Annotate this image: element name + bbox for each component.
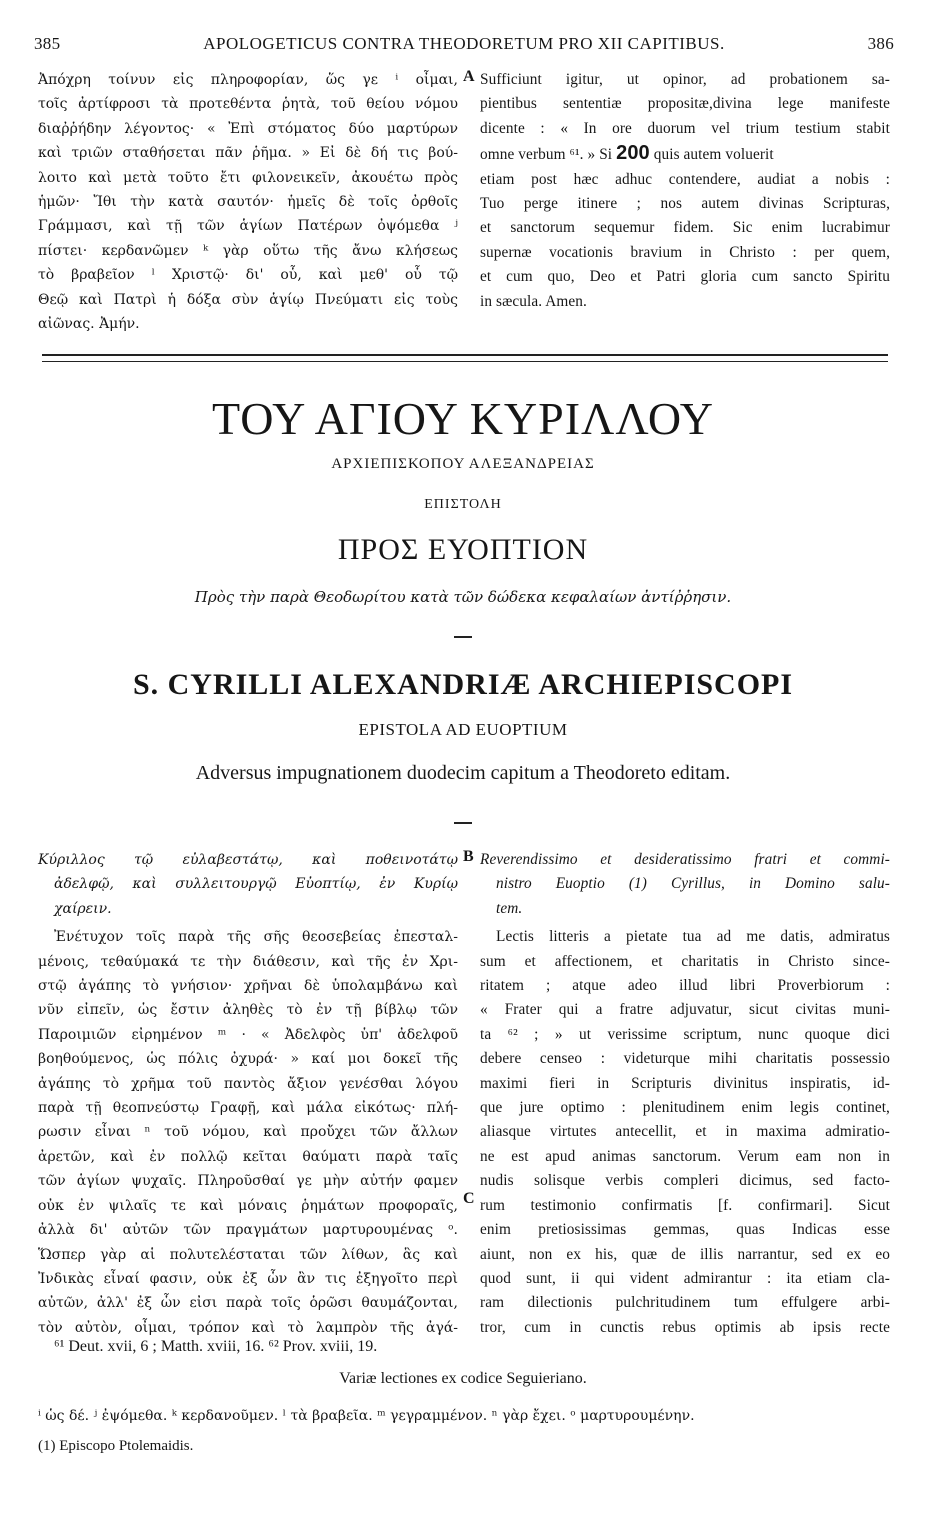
text-line: nudis solisque verbis compleri dicimus, sed facto- — [480, 1172, 890, 1190]
margin-marker-a: A — [463, 68, 475, 85]
text-line: nistro Euoptio (1) Cyrillus, in Domino salu- — [496, 875, 890, 893]
top-greek-column — [38, 68, 458, 336]
latin-footnote: (1) Episcopo Ptolemaidis. — [38, 1438, 194, 1454]
text-line: ram dilectionis pulchritudinem tum effulgere arbi- — [480, 1294, 890, 1312]
text-line: in sæcula. Amen. — [480, 292, 587, 310]
text-line: ρωσιν εἶναι ⁿ τοῦ νόμου, καὶ προὔχει τῶν ἄλλων — [38, 1124, 458, 1141]
latin-salutation — [480, 848, 890, 921]
text-line: etiam post hæc adhuc contendere, audiat a nobis : — [480, 170, 890, 188]
text-fragment: quis autem voluerit — [653, 146, 774, 164]
text-line: παρὰ τῇ θεοπνεύστῳ Γραφῇ, καὶ μάλα εἰκότως· πλή- — [38, 1100, 458, 1117]
lower-greek-column — [38, 848, 458, 1340]
text-line: καὶ τριῶν σταθήσεται πᾶν ῥῆμα. » Εἰ δὲ δή τις βού- — [38, 145, 458, 162]
greek-subtitle-recipient: ΠΡΟΣ ΕΥΟΠΤΙΟΝ — [337, 533, 589, 566]
text-line: οὐκ ἐν ψιλαῖς τε καὶ μόναις ῥημάτων προφοραῖς, — [38, 1197, 458, 1214]
text-line: αὐτῶν, ἀλλ' ἐξ ὧν εἰσι παρὰ τοῖς ὁρῶσι θαυμάζονται, — [38, 1295, 458, 1312]
latin-body — [480, 925, 890, 1340]
text-line: pientibus sententiæ propositæ,divina lege manifeste — [480, 95, 890, 113]
latin-description: Adversus impugnationem duodecim capitum a Theodoreto editam. — [195, 762, 731, 784]
text-line: tem. — [496, 899, 523, 917]
text-line: στῷ ἀγάπης τὸ γνήσιον· χρῆναι δὲ ὑπολαμβάνω καὶ — [38, 978, 458, 995]
margin-marker-c: C — [463, 1190, 475, 1207]
text-line: βοηθούμενος, ὡς πόλις ὀχυρά· » καί μοι δοκεῖ τῆς — [38, 1051, 458, 1068]
text-line: maximi fieri in Scripturis divinitus inspiratis, id- — [480, 1074, 890, 1092]
text-line: debere censeo : videturque mihi charitatis possessio — [480, 1050, 890, 1068]
left-page-number: 385 — [34, 34, 61, 53]
text-line: tror, cum in cunctis rebus optimis ab ipsis recte — [480, 1318, 890, 1336]
running-title: APOLOGETICUS CONTRA THEODORETUM PRO XII CAPITIBUS. — [203, 34, 725, 53]
lower-latin-column — [480, 848, 890, 1340]
text-line: Tuo perge itinere ; nos autem divinas Scripturas, — [480, 195, 890, 213]
greek-body — [38, 925, 458, 1340]
text-line: et sanctorum sequemur fidem. Sic enim lucrabimur — [480, 219, 890, 237]
text-line: διαῤῥήδην λέγοντος· « Ἐπὶ στόματος δύο μαρτύρων — [38, 120, 458, 137]
text-line: νῦν εἰπεῖν, ὡς ἔστιν ἀληθὲς τὸ ἐν τῇ βίβλῳ τῶν — [38, 1002, 458, 1019]
greek-salutation — [38, 848, 458, 921]
text-line: ritatem ; atque adeo illud libri Proverbiorum : — [480, 977, 890, 995]
scripture-footnotes: ⁶¹ Deut. xvii, 6 ; Matth. xviii, 16. ⁶² Prov. xviii, 19. — [54, 1338, 378, 1355]
text-line: rum testimonio confirmatis [f. confirmari]. Sicut — [480, 1196, 890, 1214]
text-line: Ἀπόχρη τοίνυν εἰς πληροφορίαν, ὥς γε ⁱ οἶμαι, — [38, 72, 458, 88]
text-line: aiunt, non ex his, quæ de illis narrantur, sed ex eo — [480, 1245, 890, 1263]
text-fragment: omne verbum ⁶¹. » Si — [480, 146, 613, 164]
short-divider — [454, 822, 472, 824]
text-line: ἀγάπης τὸ χρῆμα τοῦ παντὸς ἄξιον γενέσθαι λόγου — [38, 1075, 458, 1092]
greek-subtitle-epistle: ΕΠΙΣΤΟΛΗ — [424, 497, 502, 512]
right-page-number: 386 — [867, 34, 894, 53]
text-line: dicente : « In ore duorum vel trium testium stabit — [480, 119, 890, 137]
text-line: λοιτο καὶ μετὰ τοῦτο ἔτι φιλονεικεῖν, ἀκουέτω πρὸς — [38, 169, 458, 186]
text-line: πίστει· κερδανῶμεν ᵏ γὰρ οὕτω τῆς ἄνω κλήσεως — [38, 242, 458, 259]
variae-lectiones-heading: Variæ lectiones ex codice Seguieriano. — [339, 1370, 587, 1387]
greek-italic-subtitle: Πρὸς τὴν παρὰ Θεοδωρίτου κατὰ τῶν δώδεκα κεφαλαίων ἀντίῤῥησιν. — [194, 588, 732, 606]
text-line: quod sunt, ii qui vident admirantur : ita etiam cla- — [480, 1269, 890, 1287]
text-line: τοῖς ἀρτίφροσι τὰ προτεθέντα ῥητὰ, τοῦ θείου νόμου — [38, 96, 458, 113]
latin-subtitle: EPISTOLA AD EUOPTIUM — [358, 720, 568, 739]
text-line: que jure optimo : plenitudinem enim legis continet, — [480, 1099, 890, 1117]
text-line: τὸν αὐτὸν, οἶμαι, τρόπον καὶ τὸ λαμπρὸν τῆς ἀγά- — [38, 1319, 458, 1336]
text-line: χαίρειν. — [54, 900, 112, 917]
text-line: ta ⁶² ; » ut verissime scriptum, nunc quoque dici — [480, 1025, 890, 1043]
text-line: αἰῶνας. Ἀμήν. — [38, 316, 140, 333]
text-line: ἀλλὰ δι' αὐτῶν τῶν πραγμάτων μαρτυρουμένας ᵒ. — [38, 1222, 458, 1239]
text-line: « Frater qui a fratre adjuvatur, sicut civitas muni- — [480, 1001, 890, 1019]
text-line: τὸ βραβεῖον ˡ Χριστῷ· δι' οὗ, καὶ μεθ' οὗ τῷ — [38, 267, 458, 284]
text-line: Ὥσπερ γὰρ αἱ πολυτελέσταται τῶν λίθων, ἃς καὶ — [38, 1246, 458, 1263]
column-number: 200 — [616, 142, 650, 165]
text-line: sum et affectionem, et charitatis in Christo since- — [480, 952, 890, 970]
text-line: Ἰνδικὰς εἶναί φασιν, οὐκ ἐξ ὧν ἂν τις ἐξηγοῖτο περὶ — [38, 1270, 458, 1287]
text-line: Ἐνέτυχον τοῖς παρὰ τῆς σῆς θεοσεβείας ἐπεσταλ- — [54, 929, 458, 946]
text-line: enim pretiosissimas gemmas, quas Indicas esse — [480, 1221, 890, 1239]
text-line: Lectis litteris a pietate tua ad me datis, admiratus — [496, 928, 890, 946]
greek-main-title: ΤΟΥ ΑΓΙΟΥ ΚΥΡΙΛΛΟΥ — [211, 393, 715, 444]
margin-marker-b: B — [463, 848, 474, 865]
text-line: Γράμμασι, καὶ τῇ τῶν ἁγίων Πατέρων ὀψόμεθα ʲ — [38, 218, 458, 235]
top-latin-column — [480, 68, 890, 314]
text-line: τῶν ἁγίων ψυχαῖς. Πληροῦσθαί γε μὴν αὐτήν φαμεν — [38, 1173, 458, 1190]
section-divider — [42, 354, 888, 362]
text-line: Θεῷ καὶ Πατρὶ ἡ δόξα σὺν ἁγίῳ Πνεύματι εἰς τοὺς — [38, 291, 458, 308]
text-line: ἡμῶν· Ἴθι τὴν κατὰ σαυτόν· ἡμεῖς δὲ τοῖς ὀρθοῖς — [38, 194, 458, 211]
text-line: ne est apud animas sanctorum. Verum eam non in — [480, 1147, 890, 1165]
text-line: aliasque virtutes antecellit, et in maxima admiratio- — [480, 1123, 890, 1141]
text-line: et cum quo, Deo et Patri gloria cum sancto Spiritu — [480, 268, 890, 286]
text-line: Παροιμιῶν εἰρημένον ᵐ · « Ἀδελφὸς ὑπ' ἀδελφοῦ — [38, 1026, 458, 1043]
running-head — [34, 34, 894, 58]
text-line: ἀρετῶν, καὶ ἐν πολλῷ κεῖται θαύματι παρὰ ταῖς — [38, 1148, 458, 1165]
greek-subtitle-archbishop: ΑΡΧΙΕΠΙΣΚΟΠΟΥ ΑΛΕΞΑΝΔΡΕΙΑΣ — [331, 456, 595, 472]
text-line: Κύριλλος τῷ εὐλαβεστάτῳ, καὶ ποθεινοτάτῳ — [38, 852, 458, 868]
text-line: Reverendissimo et desideratissimo fratri et commi- — [480, 851, 890, 868]
text-line — [480, 141, 890, 167]
text-line: Sufficiunt igitur, ut opinor, ad probationem sa- — [480, 71, 890, 88]
text-line: supernæ vocationis bravium in Christo : per quem, — [480, 243, 890, 261]
variant-readings: ⁱ ὡς δέ. ʲ ἐψόμεθα. ᵏ κερδανοῦμεν. ˡ τὰ βραβεῖα. ᵐ γεγραμμένον. ⁿ γὰρ ἔχει. ᵒ μαρτυρουμένην. — [38, 1408, 695, 1424]
latin-main-title: S. CYRILLI ALEXANDRIÆ ARCHIEPISCOPI — [132, 668, 794, 701]
text-line: ἀδελφῷ, καὶ συλλειτουργῷ Εὐοπτίῳ, ἐν Κυρίῳ — [54, 876, 458, 893]
short-divider — [454, 636, 472, 638]
text-line: μένοις, τεθαύμακά τε τὴν διάθεσιν, καὶ τῆς ἐν Χρι- — [38, 953, 458, 970]
